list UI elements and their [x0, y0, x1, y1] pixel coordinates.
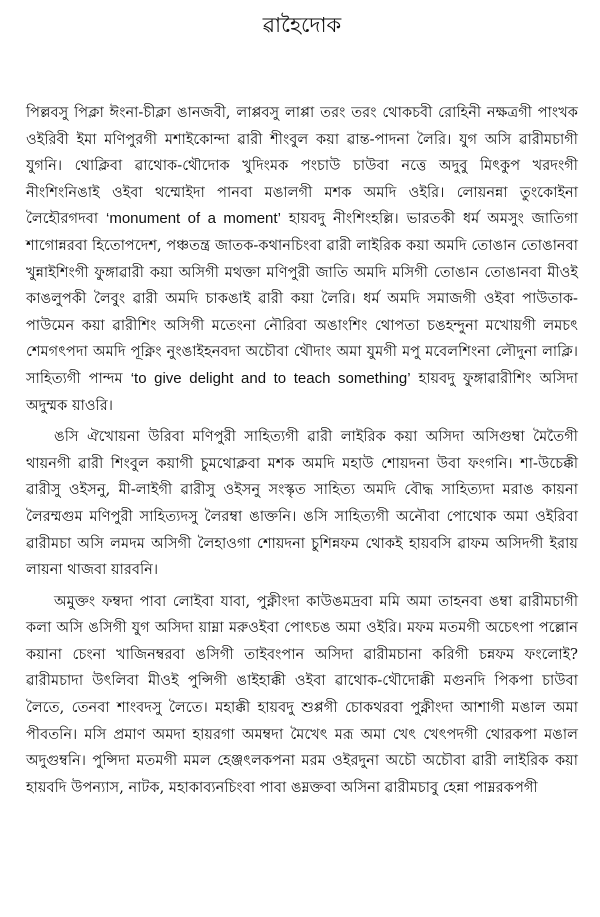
- paragraph-text: হায়বদু নীংশিংহল্লি। ভারতকী ধর্ম অমসুং জাতিগা শাগোন্নরবা হিতোপদেশ, পঞ্চতন্ত্র জাতক-কথানচিংবা ৱারী লাইরিক কয়া অমদি তোঙান তোঙানবা খুন্নাইশিংগী ফুঙ্গাৱারী কয়া অসিগী মথক্তা মণিপুরী জাতি অমদি মসিগী তোঙান তোঙানবা মীওই কাঙলুপকী লৈবুং ৱারী অমদি চাকঙাই ৱারী কয়া লৈরি। ধর্ম অমদি সমাজগী ওইবা পাউতাক-পাউমেন কয়া ৱারীশিং অসিগী মতেংনা নৌরিবা অঙাংশিং থোপতা চঙহন্দুনা মখোয়গী লমচৎ শেমগৎপদা অমদি পূক্নিং নুংঙাইহনবদা অচৌবা থৌদাং অমা যুমগী মপু মবেলশিংনা লৌদুনা লাক্লি। সাহিত্যগী পান্দম: [26, 210, 578, 387]
- quoted-english-phrase: ‘monument of a moment’: [106, 210, 281, 228]
- paragraph: [26, 589, 578, 802]
- paragraph: [26, 424, 578, 584]
- paragraph: [26, 100, 578, 419]
- paragraph-text: হায়বদু ফুঙ্গাৱারীশিং অসিদা অদুম্মক য়াওরি।: [26, 369, 578, 414]
- paragraph-text: ঙসি ঐখোয়না উরিবা মণিপুরী সাহিত্যগী ৱারী লাইরিক কয়া অসিদা অসিগুম্বা মৈতৈগী থায়নগী ৱারী শিংবুল কয়াগী চুমথোক্লবা মশক অমদি মহাউ শোয়দনা উবা ফংগনি। শা-উচেক্কী ৱারীসু ওইসনু, মী-লাইগী ৱারীসু ওইসনু সংস্কৃত সাহিত্য অমদি বৌদ্ধ সাহিত্যদা মরাঙ কায়না লৈরম্মগুম মণিপুরী সাহিত্যদসু লৈরম্বা ঙাক্তনি। ঙসি সাহিত্যগী অনৌবা পোথোক অমা ওইরিবা ৱারীমচা অসি লমদম অসিগী লৈহাওগা শোয়দনা চুশিন্নফম থোকই হায়বসি ৱাফম অসিদগী ইরায় লায়না থাজবা য়ারবনি।: [26, 428, 578, 579]
- body-text: [26, 100, 578, 801]
- paragraph-text: পিল্লবসু পিক্লা ঈংনা-চীক্লা ঙানজবী, লাপ্পবসু লাপ্পা তরং তরং থোকচবী রোহিনী নক্ষত্রগী পাংখক ওইরিবী ইমা মণিপুরগী মশাইকোন্দা ৱারী শীংবুল কয়া ৱান্ত-পাদনা লৈরি। যুগ অসি ৱারীমচাগী যুগনি। থোক্লিবা ৱাথোক-থৌদোক খুদিংমক পংচাউ চাউবা নত্তে অদুবু মিৎকুপ খরদংগী নীংশিংনিঙাই ওইবা থম্মোইদা পানবা মঙালগী মশক অমদি ওইরি। লোয়নন্না তুংকোইনা লৈহৌরগদবা: [26, 104, 578, 228]
- page-title: ৱাহৈদোক: [262, 13, 342, 37]
- quoted-english-phrase: ‘to give delight and to teach something’: [130, 369, 411, 387]
- paragraph-text: অমুক্তং ফম্বদা পাবা লোইবা যাবা, পুক্নীংদা কাউঙমদ্রবা মমি অমা তাহনবা ঙম্বা ৱারীমচাগী কলা অসি ঙসিগী যুগ অসিদা য়াম্না মরুওইবা পোৎচঙ অমা ওইরি। মফম মতমগী অচেৎপা পল্লোন কয়ানা চেংনা খাজিনম্বরবা ঙসিগী তাইবংপান অসিদা ৱারীমচানা করিগী চন্নফম ফংলোই? ৱারীমচাদা উৎলিবা মীওই পুন্সিগী ঙাইহাক্কী ওইবা ৱাথোক-থৌদোক্কী মগুনদি পিকপা চাউবা লৈতে, তেনবা শাংবদসু লৈতে। মহাক্কী হায়বদু শুপ্পগী চোকথরবা পুক্নীংদা আশাগী মঙাল অমা পীবতনি। মসি প্রমাণ অমদা হায়রগা অমম্বদা মৈখেৎ মরূ অমা খেৎ খেৎপদগী থোরকপা মঙাল অদুগুম্বনি। পুন্সিদা মতমগী মমল হেঞ্জৎলকপনা মরম ওইরদুনা অচৌ অচৌবা ৱারী লাইরিক কয়া হায়বদি উপন্যাস, নাটক, মহাকাব্যনচিংবা পাবা ঙম্নক্তবা অসিনা ৱারীমচাবু হেন্না পাম্নরকপগী: [26, 592, 578, 796]
